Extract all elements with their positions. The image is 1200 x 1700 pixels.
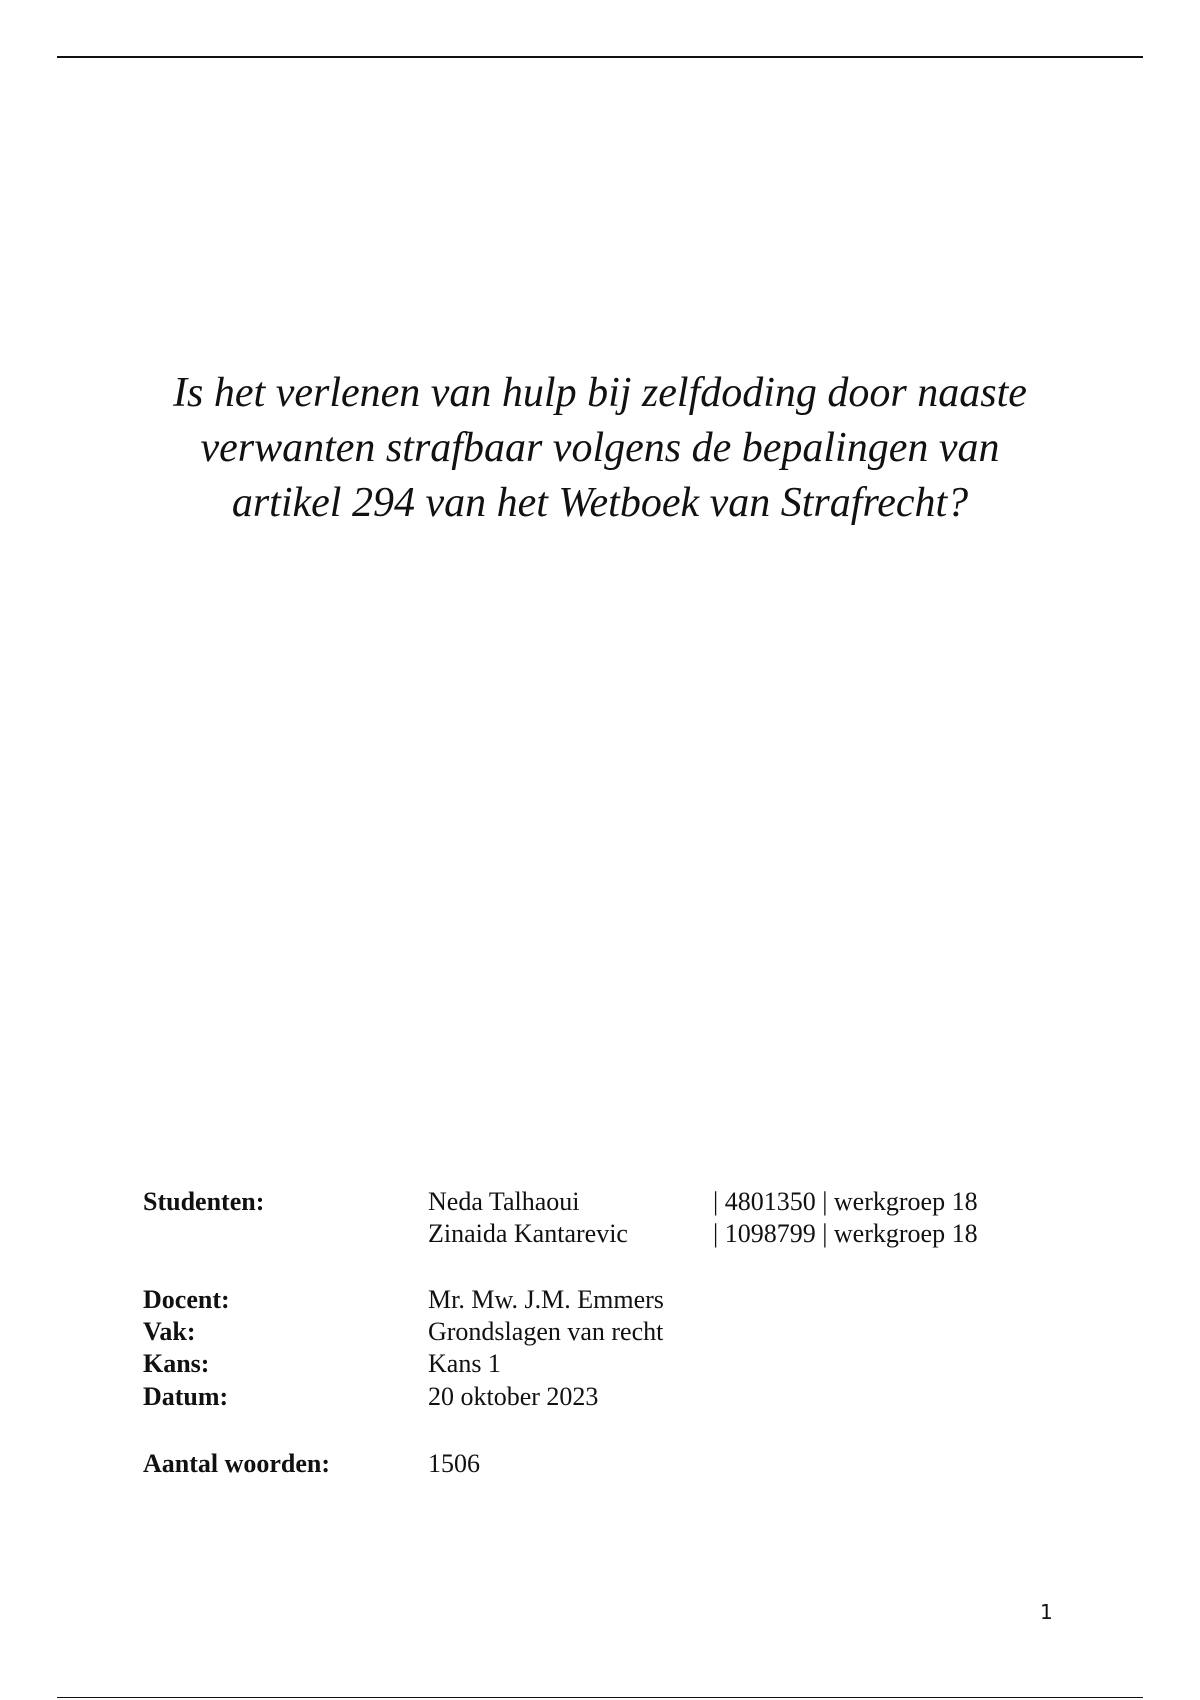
datum-label: Datum: xyxy=(143,1382,229,1411)
bottom-rule xyxy=(57,1697,1143,1698)
datum-value: 20 oktober 2023 xyxy=(428,1382,599,1411)
vak-value: Grondslagen van recht xyxy=(428,1317,664,1346)
page-number: 1 xyxy=(1040,1600,1053,1624)
word-count-value: 1506 xyxy=(428,1449,480,1478)
student-1-details: | 4801350 | werkgroep 18 xyxy=(713,1187,978,1216)
document-title xyxy=(100,366,1100,531)
kans-label: Kans: xyxy=(143,1349,210,1378)
docent-value: Mr. Mw. J.M. Emmers xyxy=(428,1285,664,1314)
docent-label: Docent: xyxy=(143,1285,230,1314)
student-1-name: Neda Talhaoui xyxy=(428,1187,580,1216)
title-line-1: Is het verlenen van hulp bij zelfdoding door naaste xyxy=(173,370,1027,416)
title-line-3: artikel 294 van het Wetboek van Strafrecht? xyxy=(231,480,969,526)
kans-value: Kans 1 xyxy=(428,1349,501,1378)
word-count-label: Aantal woorden: xyxy=(143,1449,331,1478)
student-2-name: Zinaida Kantarevic xyxy=(428,1219,628,1248)
student-2-details: | 1098799 | werkgroep 18 xyxy=(713,1219,978,1248)
vak-label: Vak: xyxy=(143,1317,196,1346)
students-label: Studenten: xyxy=(143,1187,265,1216)
top-rule xyxy=(57,56,1143,58)
title-line-2: verwanten strafbaar volgens de bepalingen van xyxy=(200,425,1000,471)
